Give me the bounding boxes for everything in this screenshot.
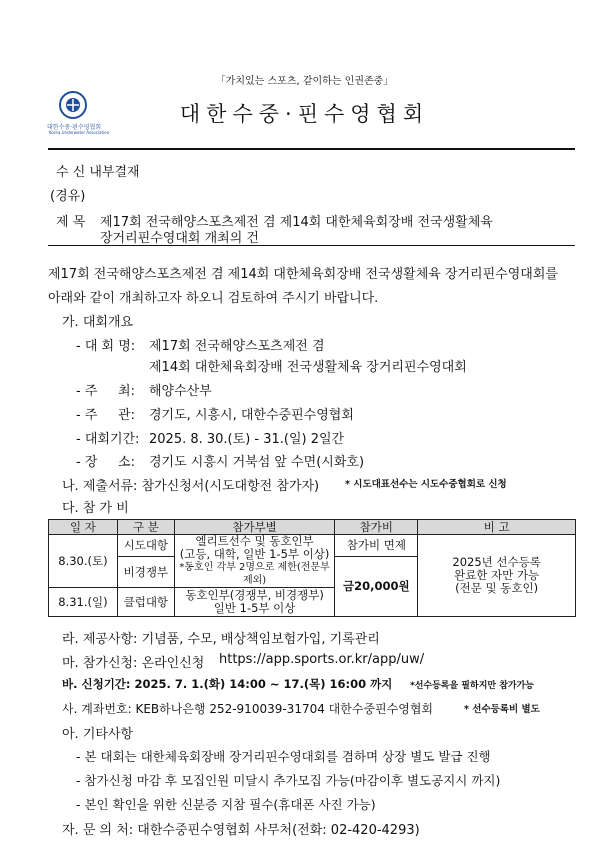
fee-cell: 참가비 면제 xyxy=(335,535,418,557)
logo-text: 대한수중·핀수영협회 xyxy=(47,124,102,131)
host-label: - 주 최: xyxy=(76,384,135,399)
division-note: *동호인 각부 2명으로 제한(전문부 제외) xyxy=(179,562,330,586)
section-ba: 바. 신청기간: 2025. 7. 1.(화) 14:00 ~ 17.(목) 16:00 까지 xyxy=(62,677,393,691)
note-line: (전문 및 동호인) xyxy=(455,581,539,595)
date-cell: 8.30.(토) xyxy=(49,535,118,588)
org-title: 대한수중·핀수영협회 xyxy=(179,102,430,126)
place-value: 경기도 시흥시 거북섬 앞 수면(시화호) xyxy=(149,455,365,470)
organizer-label: - 주 관: xyxy=(76,408,135,423)
recipient: 수 신 내부결재 xyxy=(56,165,140,180)
table-row xyxy=(49,535,576,557)
subject-label: 제 목 xyxy=(56,215,86,230)
note-line: 완료한 자만 가능 xyxy=(454,568,540,582)
registration-link[interactable]: https://app.sports.or.kr/app/uw/ xyxy=(219,652,425,667)
division-cell xyxy=(174,588,335,617)
logo-subtext: Korea Underwater Association xyxy=(49,130,110,135)
category-cell: 비경쟁부 xyxy=(117,557,174,588)
misc-item-2: - 참가신청 마감 후 모집인원 미달시 추가모집 가능(마감이후 별도공지시 까지) xyxy=(76,773,501,788)
event-name-label: - 대 회 명: xyxy=(76,339,136,354)
period-label: - 대회기간: xyxy=(76,432,140,447)
section-ba-note: *선수등록을 필하지만 참가가능 xyxy=(410,681,534,691)
header-fee: 참가비 xyxy=(335,520,418,535)
place-label: - 장 소: xyxy=(76,455,135,470)
fee-table-header xyxy=(49,520,576,535)
via: (경유) xyxy=(50,189,86,204)
section-da: 다. 참 가 비 xyxy=(62,501,129,516)
division-line: 엘리트선수 및 동호인부 xyxy=(195,534,314,548)
subject-line-1: 제17회 전국해양스포츠제전 겸 제14회 대한체육회장배 전국생활체육 xyxy=(100,215,493,230)
section-ga: 가. 대회개요 xyxy=(62,315,134,330)
division-line: 일반 1-5부 이상 xyxy=(213,601,296,615)
fee-table xyxy=(48,519,576,617)
fee-cell: 금20,000원 xyxy=(335,557,418,617)
intro-line-1: 제17회 전국해양스포츠제전 겸 제14회 대한체육회장배 전국생활체육 장거리핀수영대회를 xyxy=(48,267,558,282)
intro-line-2: 아래와 같이 개최하고자 하오니 검토하여 주시기 바랍니다. xyxy=(48,291,379,306)
event-name-line-2: 제14회 대한체육회장배 전국생활체육 장거리핀수영대회 xyxy=(149,360,467,375)
motto: 「가치있는 스포츠, 같이하는 인권존중」 xyxy=(215,76,394,87)
division-cell xyxy=(174,535,335,588)
misc-item-3: - 본인 확인을 위한 신분증 지참 필수(휴대폰 사진 가능) xyxy=(76,797,376,812)
note-line: 2025년 선수등록 xyxy=(452,555,541,569)
header-division: 참가부별 xyxy=(174,520,335,535)
section-ra: 라. 제공사항: 기념품, 수모, 배상책임보험가입, 기록관리 xyxy=(62,632,380,647)
subject-line-2: 장거리핀수영대회 개최의 건 xyxy=(100,231,259,246)
organizer-value: 경기도, 시흥시, 대한수중핀수영협회 xyxy=(149,408,354,423)
note-cell xyxy=(418,535,576,617)
header-category: 구 분 xyxy=(117,520,174,535)
date-cell: 8.31.(일) xyxy=(49,588,118,617)
section-na: 나. 제출서류: 참가신청서(시도대항전 참가자) xyxy=(62,479,320,494)
misc-item-1: - 본 대회는 대한체육회장배 장거리핀수영대회를 겸하며 상장 별도 발급 진행 xyxy=(76,749,491,764)
category-cell: 시도대항 xyxy=(117,535,174,557)
header-divider xyxy=(48,148,575,150)
section-ma: 마. 참가신청: 온라인신청 xyxy=(62,656,205,671)
period-value: 2025. 8. 30.(토) - 31.(일) 2일간 xyxy=(149,432,345,447)
subject-divider xyxy=(48,245,575,246)
section-sa-note: * 선수등록비 별도 xyxy=(464,704,540,715)
event-name-line-1: 제17회 전국해양스포츠제전 겸 xyxy=(149,339,325,354)
host-value: 해양수산부 xyxy=(149,384,212,399)
category-cell: 클럽대항 xyxy=(117,588,174,617)
division-line: 동호인부(경쟁부, 비경쟁부) xyxy=(185,588,324,602)
header-note: 비 고 xyxy=(418,520,576,535)
header-date: 일 자 xyxy=(49,520,118,535)
section-na-note: * 시도대표선수는 시도수중협회로 신청 xyxy=(345,479,507,490)
section-ja: 자. 문 의 처: 대한수중핀수영협회 사무처(전화: 02-420-4293) xyxy=(62,823,420,838)
section-a: 아. 기타사항 xyxy=(62,727,134,742)
division-line: (고등, 대학, 일반 1-5부 이상) xyxy=(179,547,330,561)
section-sa: 사. 계좌번호: KEB하나은행 252-910039-31704 대한수중핀수영협회 xyxy=(62,702,434,716)
